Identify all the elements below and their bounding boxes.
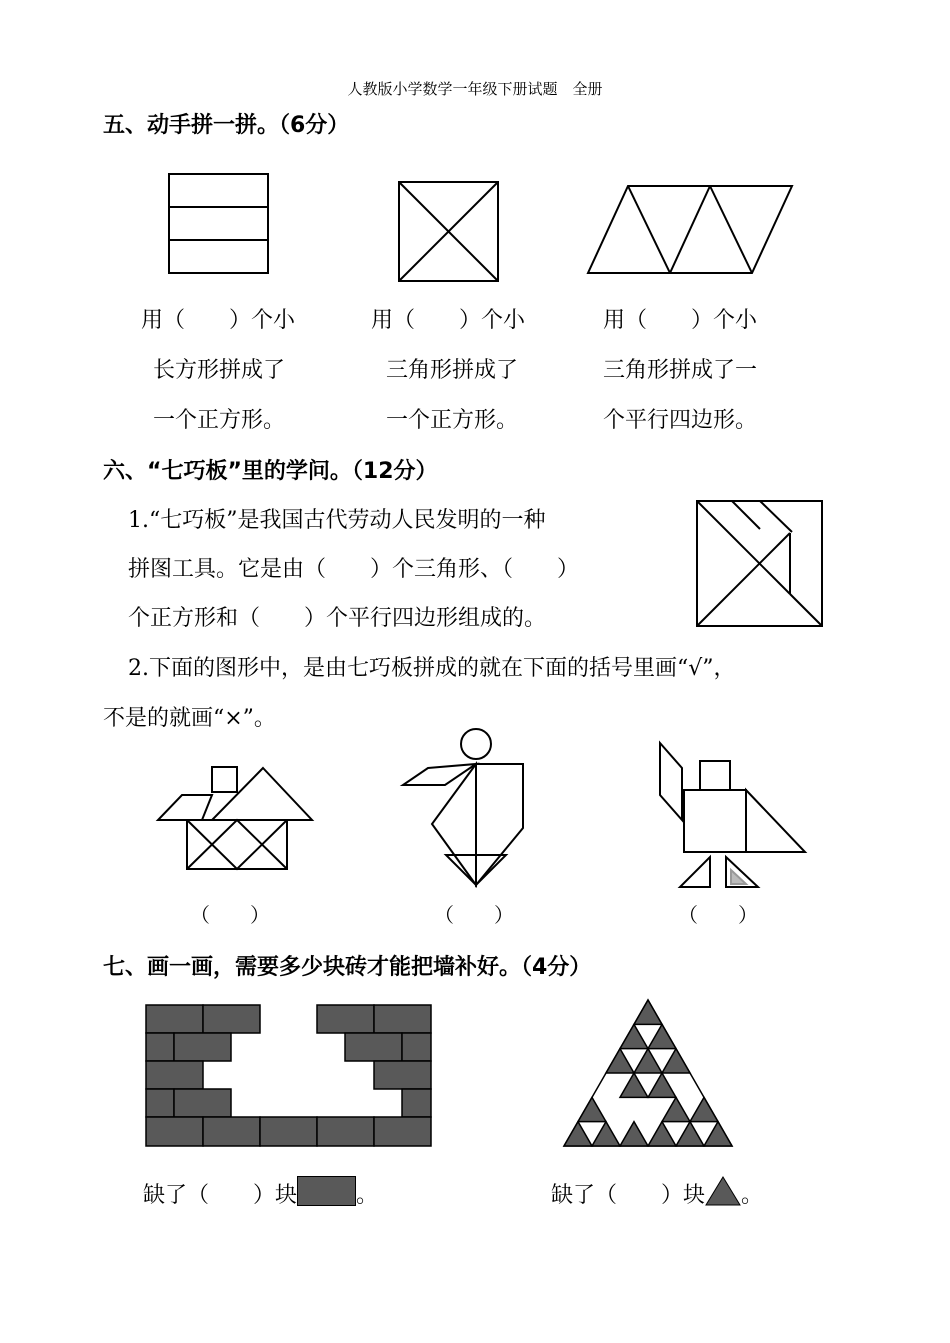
section-5-title: 五、动手拼一拼。（6分） bbox=[103, 113, 350, 138]
s7-answer-1 bbox=[143, 1176, 378, 1209]
s7-answer-2-text: 缺了（ ）块 bbox=[551, 1183, 706, 1208]
s6-q2-line2: 不是的就画“×”。 bbox=[103, 706, 276, 731]
s5-c3-line2: 三角形拼成了一 bbox=[603, 358, 758, 383]
s6-q2-line1: 2.下面的图形中，是由七巧板拼成的就在下面的括号里画“√”， bbox=[128, 656, 736, 681]
s5-c1-line1: 用（ ）个小 bbox=[141, 308, 296, 333]
answer-bracket-3[interactable]: （ ） bbox=[678, 903, 758, 927]
s5-c1-line3: 一个正方形。 bbox=[153, 408, 286, 433]
section-7-title: 七、画一画，需要多少块砖才能把墙补好。（4分） bbox=[103, 955, 592, 980]
triangle-tile bbox=[634, 1000, 662, 1024]
s7-answer-2-end: 。 bbox=[741, 1183, 764, 1208]
s7-answer-1-text: 缺了（ ）块 bbox=[143, 1183, 298, 1208]
s6-q1-line2: 拼图工具。它是由（ ）个三角形、（ ） bbox=[128, 557, 580, 582]
s5-c2-line2: 三角形拼成了 bbox=[386, 358, 519, 383]
triangle-sample-icon bbox=[705, 1176, 741, 1206]
s7-answer-2 bbox=[551, 1176, 763, 1209]
answer-bracket-2[interactable]: （ ） bbox=[434, 903, 514, 927]
s6-q1-line1: 1.“七巧板”是我国古代劳动人民发明的一种 bbox=[128, 508, 546, 533]
answer-bracket-1[interactable]: （ ） bbox=[190, 903, 270, 927]
s5-c3-line1: 用（ ）个小 bbox=[603, 308, 758, 333]
section-6-title: 六、“七巧板”里的学问。（12分） bbox=[103, 459, 438, 484]
s6-q1-line3: 个正方形和（ ）个平行四边形组成的。 bbox=[128, 606, 547, 631]
s5-c3-line3: 个平行四边形。 bbox=[603, 408, 758, 433]
s5-c2-line1: 用（ ）个小 bbox=[371, 308, 526, 333]
s7-answer-1-end: 。 bbox=[356, 1183, 379, 1208]
page-header: 人教版小学数学一年级下册试题 全册 bbox=[347, 80, 603, 98]
s5-c1-line2: 长方形拼成了 bbox=[153, 358, 286, 383]
brick-sample-icon bbox=[297, 1176, 356, 1206]
s5-c2-line3: 一个正方形。 bbox=[386, 408, 519, 433]
